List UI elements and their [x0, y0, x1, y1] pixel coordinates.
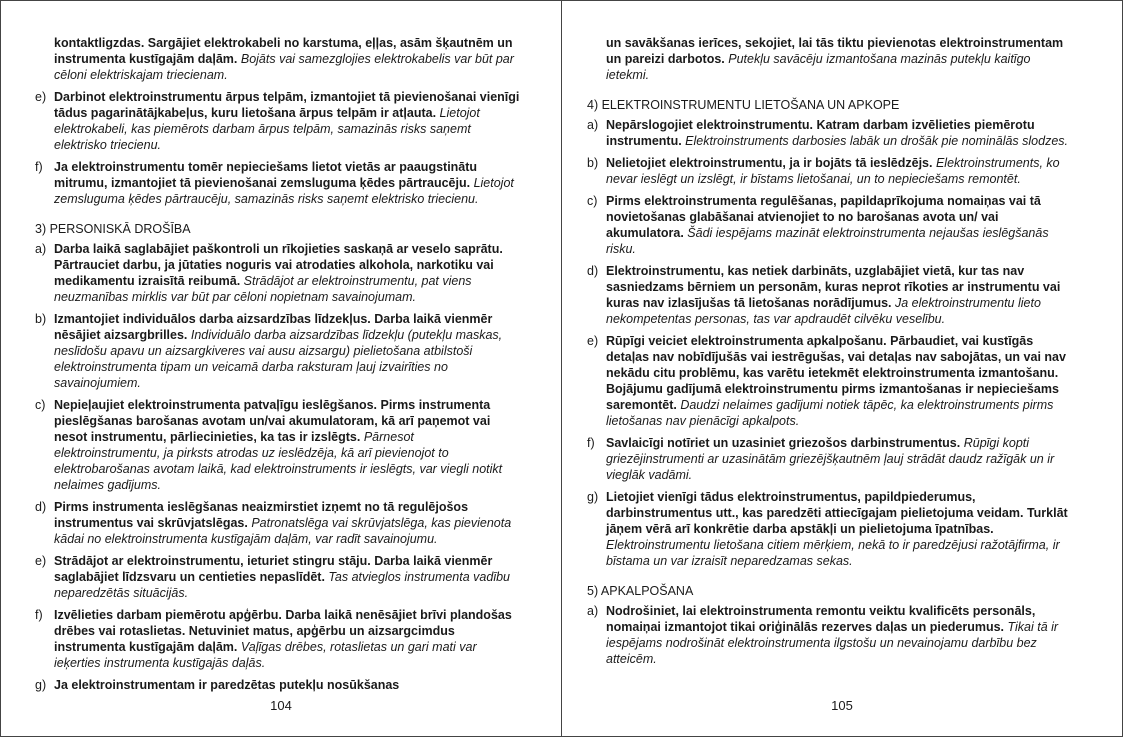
item-letter: d) [35, 500, 47, 514]
right-page [561, 0, 1123, 737]
bold-text: Nodrošiniet, lai elektroinstrumenta remontu veiktu kvalificēts personāls, nomaiņai izmantojot tikai oriģinālās rezerves daļas un piederumus. [606, 604, 1036, 634]
italic-text: Putekļu savācēju izmantošana mazinās putekļu kaitīgo ietekmi. [606, 52, 1031, 82]
list-item [35, 311, 521, 391]
bold-text: Izmantojiet individuālos darba aizsardzības līdzekļus. Darba laikā vienmēr nēsājiet aizsargbrilles. [54, 312, 493, 342]
item-letter: a) [35, 242, 47, 256]
left-page [0, 0, 562, 737]
bold-text: Pirms elektroinstrumenta regulēšanas, papildaprīkojuma nomaiņas vai tā novietošanas glabāšanai atvienojiet to no barošanas avota un/ vai akumulatora. [606, 194, 1041, 240]
page-number: 104 [270, 698, 292, 713]
bold-text: Izvēlieties darbam piemērotu apģērbu. Darba laikā nenēsājiet brīvi plandošas drēbes vai rotaslietas. Netuviniet matus, apģērbu un aizsargcimdus instrumenta kustīgajām daļām. [54, 608, 512, 654]
item-letter: b) [35, 312, 47, 326]
item-letter: f) [35, 608, 43, 622]
item-letter: e) [35, 90, 47, 104]
bold-text: Ja elektroinstrumentam ir paredzētas putekļu nosūkšanas [54, 678, 400, 692]
bold-text: Darba laikā saglabājiet paškontroli un rīkojieties saskaņā ar veselo saprātu. Pārtrauciet darbu, ja jūtaties noguris vai atrodaties alkohola, narkotiku vai medikamentu izraisītā reibumā. [54, 242, 503, 288]
item-letter: b) [587, 156, 599, 170]
bold-text: Ja elektroinstrumentu tomēr nepieciešams lietot vietās ar paaugstinātu mitrumu, izmantojiet tā pievienošanai zemsluguma ķēdes pārtraucēju. [54, 160, 478, 190]
italic-text: Patronatslēga vai skrūvjatslēga, kas pievienota kādai no elektroinstrumenta kustīgajām daļām, var radīt savainojumu. [54, 516, 512, 546]
item-letter: g) [587, 490, 599, 504]
bold-text: Nepieļaujiet elektroinstrumenta patvaļīgu ieslēgšanos. Pirms instrumenta pieslēgšanas barošanas avotam un/vai akumulatoram, kā arī paņemot vai nesot instrumentu, pārliecinieties, ka tas ir izslēgts. [54, 398, 491, 444]
italic-text: Strādājot ar elektroinstrumentu, pat viens neuzmanības mirklis var būt par cēloni nopietnam savainojumam. [54, 274, 472, 304]
list-item [35, 677, 521, 693]
item-letter: e) [35, 554, 47, 568]
italic-text: Lietojot elektrokabeli, kas piemērots darbam ārpus telpām, samazinās risks saņemt elektrisko triecienu. [54, 106, 480, 152]
bold-text: kontaktligzdas. Sargājiet elektrokabeli no karstuma, eļļas, asām šķautnēm un instrumenta kustīgajām daļām. [54, 36, 513, 66]
italic-text: Vaļīgas drēbes, rotaslietas un gari mati var ieķerties instrumenta kustīgajās daļās. [54, 640, 477, 670]
list-item [587, 435, 1074, 483]
section-title: 3) PERSONISKĀ DROŠĪBA [35, 222, 191, 236]
bold-text: Strādājot ar elektroinstrumentu, ieturiet stingru stāju. Darba laikā vienmēr saglabājiet līdzsvaru un centieties nepaslīdēt. [54, 554, 493, 584]
list-item [587, 117, 1074, 149]
italic-text: Lietojot zemsluguma ķēdes pārtraucēju, samazinās risks saņemt elektrisko triecienu. [54, 176, 514, 206]
italic-text: Elektroinstruments darbosies labāk un drošāk pie nominālās slodzes. [681, 134, 1069, 148]
list-item [35, 397, 521, 493]
list-item [35, 553, 521, 601]
bold-text: Nepārslogojiet elektroinstrumentu. Katram darbam izvēlieties piemērotu instrumentu. [606, 118, 1035, 148]
italic-text: Ja elektroinstrumentu lieto nekompetentas personas, tas var apdraudēt cilvēku veselību. [606, 296, 1041, 326]
continuation-paragraph [35, 35, 521, 83]
italic-text: Individuālo darba aizsardzības līdzekļu (putekļu maskas, neslīdošu apavu un aizsargkiveres vai ausu aizsargu) pielietošana atbilstoši elektroinstrumenta tipam un veicamā darba raksturam ļauj izvairīties no savainojumiem. [54, 328, 503, 390]
bold-text: Nelietojiet elektroinstrumentu, ja ir bojāts tā ieslēdzējs. [606, 156, 933, 170]
bold-text: Savlaicīgi notīriet un uzasiniet griezošos darbinstrumentus. [606, 436, 961, 450]
item-letter: f) [587, 436, 595, 450]
section-title: 4) ELEKTROINSTRUMENTU LIETOŠANA UN APKOPE [587, 98, 900, 112]
bold-text: un savākšanas ierīces, sekojiet, lai tās tiktu pievienotas elektroinstrumentam un pareizi darbotos. [606, 36, 1064, 66]
list-item [587, 193, 1074, 257]
section-title: 5) APKALPOŠANA [587, 584, 694, 598]
list-item [587, 333, 1074, 429]
item-letter: f) [35, 160, 43, 174]
continuation-paragraph [587, 35, 1074, 83]
list-item [35, 241, 521, 305]
list-item [587, 603, 1074, 667]
item-letter: g) [35, 678, 47, 692]
italic-text: Šādi iespējams mazināt elektroinstrumenta nejaušas ieslēgšanās risku. [606, 226, 1049, 256]
item-letter: c) [587, 194, 598, 208]
italic-text: Bojāts vai samezglojies elektrokabelis var būt par cēloni elektriskajam triecienam. [54, 52, 514, 82]
item-letter: c) [35, 398, 46, 412]
item-letter: e) [587, 334, 599, 348]
bold-text: Lietojiet vienīgi tādus elektroinstrumentus, papildpiederumus, darbinstrumentus utt., kas paredzēti attiecīgajam pielietojuma veidam. Turklāt jāņem vērā arī konkrētie darba apstākļi un pielietojuma īpatnības. [606, 490, 1068, 536]
bold-text: Rūpīgi veiciet elektroinstrumenta apkalpošanu. Pārbaudiet, vai kustīgās detaļas nav nobīdījušās vai iestrēgušas, vai detaļas nav sabojātas, un vai nav nekādu citu problēmu, kas varētu ietekmēt elektroinstrumenta izmantošanu. Bojājumu gadījumā elektroinstrumentu pirms izmantošanas ir nepieciešams saremontēt. [606, 334, 1066, 412]
italic-text: Elektroinstrumentu lietošana citiem mērķiem, nekā to ir paredzējusi ražotājfirma, ir bīstama un var izraisīt neparedzamas sekas. [606, 538, 1060, 568]
right-page-content [587, 35, 1074, 673]
list-item [35, 159, 521, 207]
list-item [587, 155, 1074, 187]
italic-text: Tas atvieglos instrumenta vadību neparedzētās situācijās. [54, 570, 510, 600]
left-page-content [35, 35, 521, 699]
list-item [35, 607, 521, 671]
list-item [35, 499, 521, 547]
italic-text: Rūpīgi kopti griezējinstrumenti ar uzasinātām griezējšķautnēm ļauj strādāt daudz ražīgāk un ir vieglāk vadāmi. [606, 436, 1055, 482]
item-letter: a) [587, 118, 599, 132]
bold-text: Elektroinstrumentu, kas netiek darbināts, uzglabājiet vietā, kur tas nav sasniedzams bērniem un personām, kuras neprot rīkoties ar instrumentu vai kuras nav izlasījušas tā lietošanas norādījumus. [606, 264, 1061, 310]
italic-text: Elektroinstruments, ko nevar ieslēgt un izslēgt, ir bīstams lietošanai, un to nepieciešams remontēt. [606, 156, 1060, 186]
list-item [587, 263, 1074, 327]
item-letter: d) [587, 264, 599, 278]
item-letter: a) [587, 604, 599, 618]
italic-text: Pārnesot elektroinstrumentu, ja pirksts atrodas uz ieslēdzēja, kā arī pievienojot to elektrobarošanas avotam laikā, kad elektroinstruments ir ieslēgts, var viegli notikt nelaimes gadījums. [54, 430, 503, 492]
bold-text: Darbinot elektroinstrumentu ārpus telpām, izmantojiet tā pievienošanai vienīgi tādus pagarinātājkabeļus, kuru lietošana ārpus telpām ir atļauta. [54, 90, 520, 120]
italic-text: Tikai tā ir iespējams nodrošināt elektroinstrumenta ilgstošu un nevainojamu darbību bez atteicēm. [606, 620, 1059, 666]
list-item [35, 89, 521, 153]
bold-text: Pirms instrumenta ieslēgšanas neaizmirstiet izņemt no tā regulējošos instrumentus vai skrūvjatslēgas. [54, 500, 469, 530]
list-item [587, 489, 1074, 569]
italic-text: Daudzi nelaimes gadījumi notiek tāpēc, ka elektroinstruments pirms lietošanas nav pienācīgi apkalpots. [606, 398, 1054, 428]
page-number: 105 [831, 698, 853, 713]
